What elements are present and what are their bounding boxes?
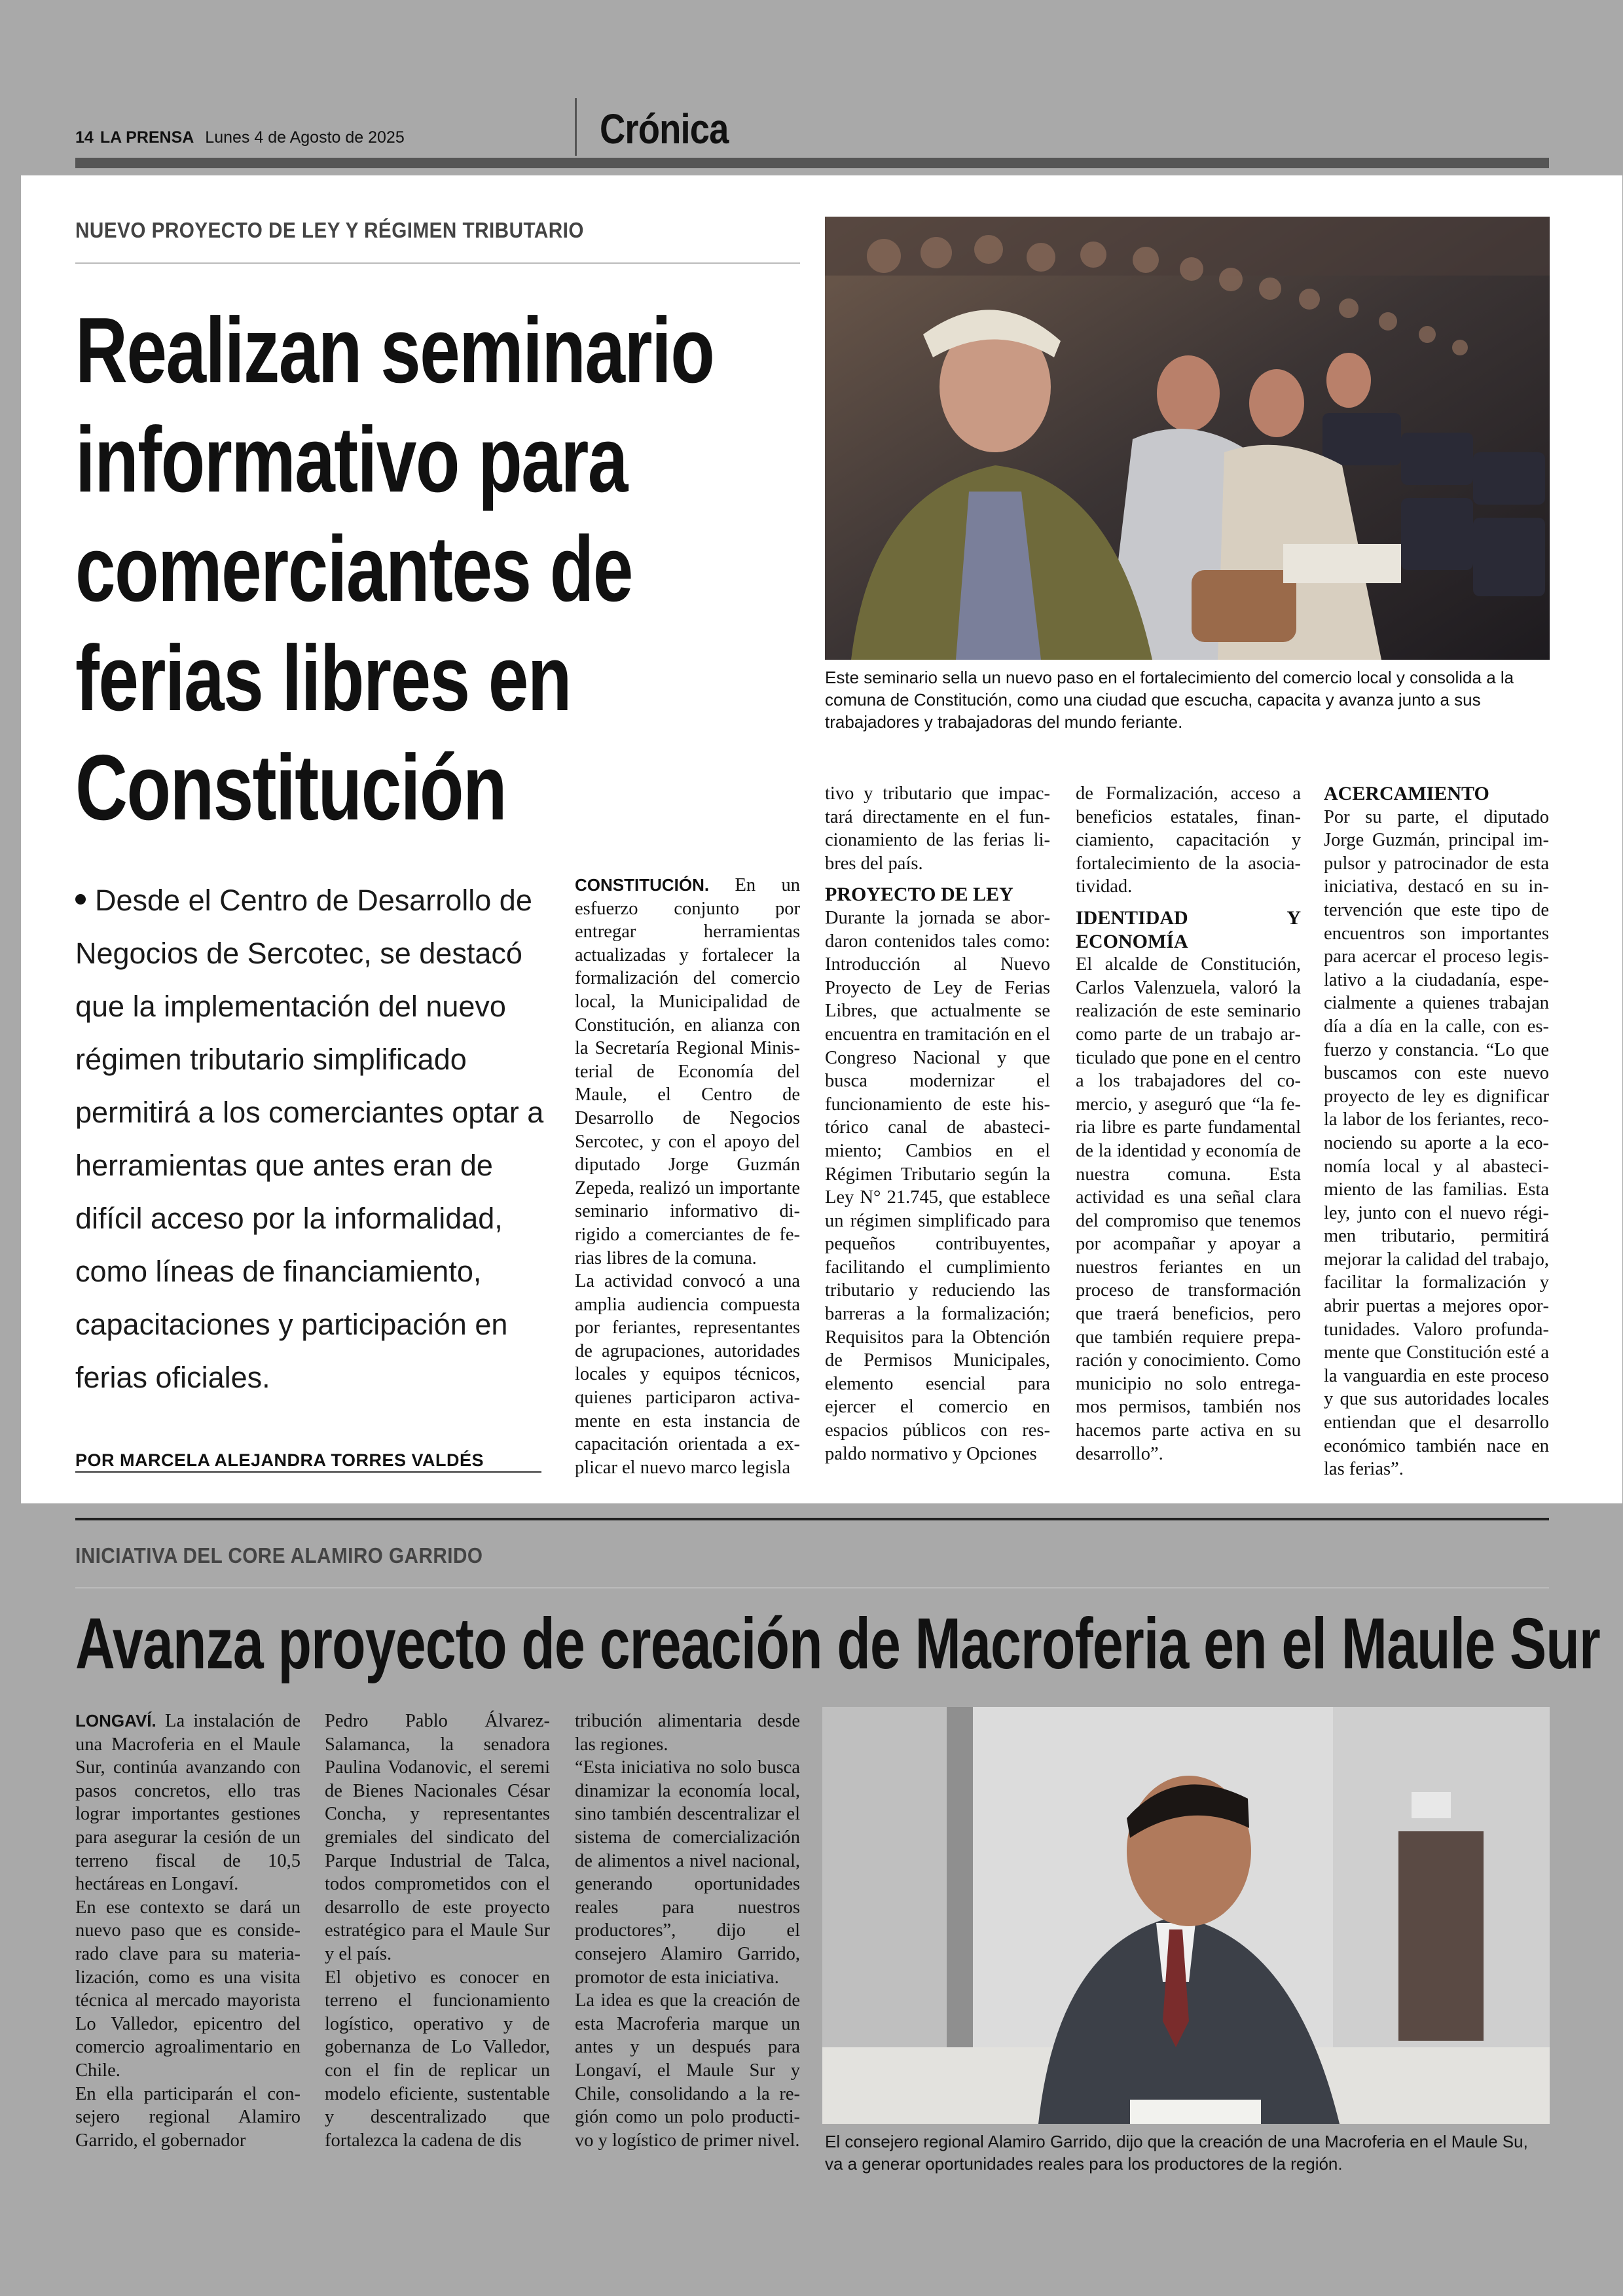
body-paragraph: de Formalización, acceso a beneficios estatales, financiamiento, capacitación y fortalecimiento de la asociatividad. <box>1076 783 1301 897</box>
article2-column-1 <box>75 1710 301 2152</box>
article1-kicker: NUEVO PROYECTO DE LEY Y RÉGIMEN TRIBUTARIO <box>75 218 584 242</box>
article1-lead <box>75 874 566 1404</box>
body-paragraph <box>575 874 800 1270</box>
article2-photo-caption: El consejero regional Alamiro Garrido, dijo que la creación de una Macroferia en el Maule Su, va a generar oportunidades reales para los productores de la región. <box>825 2132 1528 2174</box>
article1-column-1 <box>575 874 800 1479</box>
body-paragraph: La actividad convocó a una amplia audiencia compuesta por feriantes, representantes de agrupaciones, autoridades locales y equipos técnicos, quienes participaron activamente en esta instancia de capacitación orientada a explicar el nuevo marco legisla <box>575 1271 800 1478</box>
article2-kicker-rule <box>75 1587 1549 1588</box>
body-paragraph: El alcalde de Constitución, Carlos Valenzuela, valoró la realización de este seminario como parte de un trabajo articulado que pone en el centro a los trabajadores del comercio, y aseguró que “la feria libre es parte fundamental de la identidad y economía de nuestra comuna. Esta actividad es una señal clara del compromiso que tenemos por acompañar y apoyar a nuestros feriantes en un proceso de transformación que traerá beneficios, pero que también requiere preparación y conocimiento. Como municipio no solo entregamos permisos, también nos hacemos parte activa en su desarrollo”. <box>1076 954 1301 1464</box>
article2-headline: Avanza proyecto de creación de Macroferia en el Maule Sur <box>75 1604 1600 1684</box>
body-paragraph: La idea es que la creación de esta Macroferia marque un antes y un después para Longaví, el Maule Sur y Chile, consolidando a la región como un polo productivo y logístico de primer nivel. <box>575 1990 800 2151</box>
subheading: PROYECTO DE LEY <box>825 884 1013 906</box>
dateline: CONSTITUCIÓN. <box>575 875 710 895</box>
article1-headline <box>75 296 790 842</box>
subheading: IDENTIDAD Y ECONOMÍA <box>1076 906 1301 952</box>
article2-column-2 <box>325 1710 550 2152</box>
subheading: ACERCAMIENTO <box>1324 783 1489 804</box>
article1-column-2 <box>825 782 1050 1465</box>
paragraph-text: En un esfuerzo conjunto por entregar herramientas actualizadas y fortalecer la formalización del comercio local, la Municipalidad de Constitución, en alianza con la Secretaría Regional Ministerial de Economía del Maule, el Centro de Desarrollo de Negocios Sercotec, y con el apoyo del diputado Jorge Guzmán Zepeda, realizó un importante seminario informativo dirigido a comerciantes de ferias libres de la comuna. <box>575 875 800 1268</box>
article1-column-4 <box>1324 782 1549 1481</box>
bullet-icon <box>75 894 86 905</box>
article1-byline: POR MARCELA ALEJANDRA TORRES VALDÉS <box>75 1450 484 1470</box>
councillor-portrait-photo <box>822 1707 1550 2124</box>
headline-line: Constitución <box>75 736 507 840</box>
issue-date: Lunes 4 de Agosto de 2025 <box>205 128 405 147</box>
article2-column-3 <box>575 1710 800 2152</box>
article1-kicker-rule <box>75 262 800 264</box>
paragraph-text: La instalación de una Macroferia en el Maule Sur, continúa avanzando con pasos concretos, ello tras lograr importantes gestiones para asegurar la cesión de un terreno fiscal de 10,5 hectáreas en Longaví. <box>75 1711 301 1895</box>
body-paragraph: Pedro Pablo Álvarez-Salamanca, la senadora Paulina Vodanovic, el seremi de Bienes Nacionales César Concha, y representantes gremiales del sindicato del Parque Industrial de Talca, todos comprometidos con el desarrollo de este proyecto estratégico para el Maule Sur y el país. <box>325 1711 550 1964</box>
headline-line: Realizan seminario <box>75 298 714 403</box>
byline-rule <box>75 1471 541 1473</box>
body-paragraph: Durante la jornada se abordaron contenidos tales como: Introducción al Nuevo Proyecto de Ley de Ferias Libres, que actualmente se encuentra en tramitación en el Congreso Nacional y que busca modernizar el funcionamiento de este histórico canal de abastecimiento; Cambios en el Régimen Tributario según la Ley N° 21.745, que establece un régimen simplificado para pequeños contribuyentes, facilitando el cumplimiento tributario y reduciendo las barreras a la formalización; Requisitos para la Obtención de Permisos Municipales, elemento esencial para ejercer el comercio en espacios públicos con respaldo normativo y Opciones <box>825 907 1050 1464</box>
publication-name: LA PRENSA <box>100 128 194 147</box>
headline-line: ferias libres en <box>75 626 571 730</box>
lead-text: Desde el Centro de Desarrollo de Negocios de Sercotec, se destacó que la implementación del nuevo régimen tributario simplificado permitirá a los comerciantes optar a herramientas que antes eran de difícil acceso por la informalidad, como líneas de financiamiento, capacitaciones y participación en ferias oficiales. <box>75 884 544 1394</box>
section-title: Crónica <box>600 105 729 152</box>
body-paragraph: Por su parte, el diputado Jorge Guzmán, principal impulsor y patrocinador de esta iniciativa, destacó en su intervención que este tipo de encuentros son importantes para acercar el proceso legislativo a la ciudadanía, especialmente a quienes trabajan día a día en la calle, con esfuerzo y constancia. “Lo que buscamos con este nuevo proyecto de ley es dignificar la labor de los feriantes, reconociendo su aporte a la economía local y al abastecimiento de las familias. Esta ley, junto con el nuevo régimen tributario, permitirá mejorar la calidad del trabajo, facilitar la formalización y abrir puertas a mejores oportunidades. Valoro profundamente que Constitución esté a la vanguardia en este proceso y que sus autoridades locales entiendan que el desarrollo económico también nace en las ferias”. <box>1324 806 1549 1480</box>
dateline: LONGAVÍ. <box>75 1711 156 1731</box>
body-paragraph: El objetivo es conocer en terreno el funcionamiento logístico, operativo y de gobernanza de Lo Valledor, con el fin de replicar un modelo eficiente, sustentable y descentralizado que fortalezca la cadena de dis <box>325 1967 550 2151</box>
seminar-audience-photo <box>825 217 1550 660</box>
article2-kicker: INICIATIVA DEL CORE ALAMIRO GARRIDO <box>75 1543 483 1568</box>
body-paragraph: En ella participarán el consejero regional Alamiro Garrido, el gobernador <box>75 2083 301 2151</box>
headline-line: informativo para <box>75 408 627 512</box>
body-paragraph: En ese contexto se dará un nuevo paso que es considerado clave para su materialización, como es una visita técnica al mercado mayorista Lo Valledor, epicentro del comercio agroalimentario en Chile. <box>75 1897 301 2081</box>
header-divider <box>575 98 577 156</box>
body-paragraph: tribución alimentaria desde las regiones. <box>575 1711 800 1755</box>
page-header-left <box>75 128 405 147</box>
body-paragraph <box>75 1710 301 1896</box>
body-paragraph: tivo y tributario que impactará directamente en el funcionamiento de las ferias libres del país. <box>825 783 1050 874</box>
article2-top-rule <box>75 1518 1549 1520</box>
header-rule <box>75 158 1549 168</box>
article1-column-3 <box>1076 782 1301 1465</box>
body-paragraph: “Esta iniciativa no solo busca dinamizar la economía local, sino también descentralizar el sistema de comercialización de alimentos a nivel nacional, generando oportunidades reales para nuestros productores”, dijo el consejero Alamiro Garrido, promotor de esta iniciativa. <box>575 1757 800 1988</box>
headline-line: comerciantes de <box>75 517 632 621</box>
page-number: 14 <box>75 128 94 147</box>
article1-photo-caption: Este seminario sella un nuevo paso en el fortalecimiento del comercio local y consolida a la comuna de Constitución, como una ciudad que escucha, capacita y avanza junto a sus trabajadores y trabajadoras del mundo feriante. <box>825 668 1514 732</box>
